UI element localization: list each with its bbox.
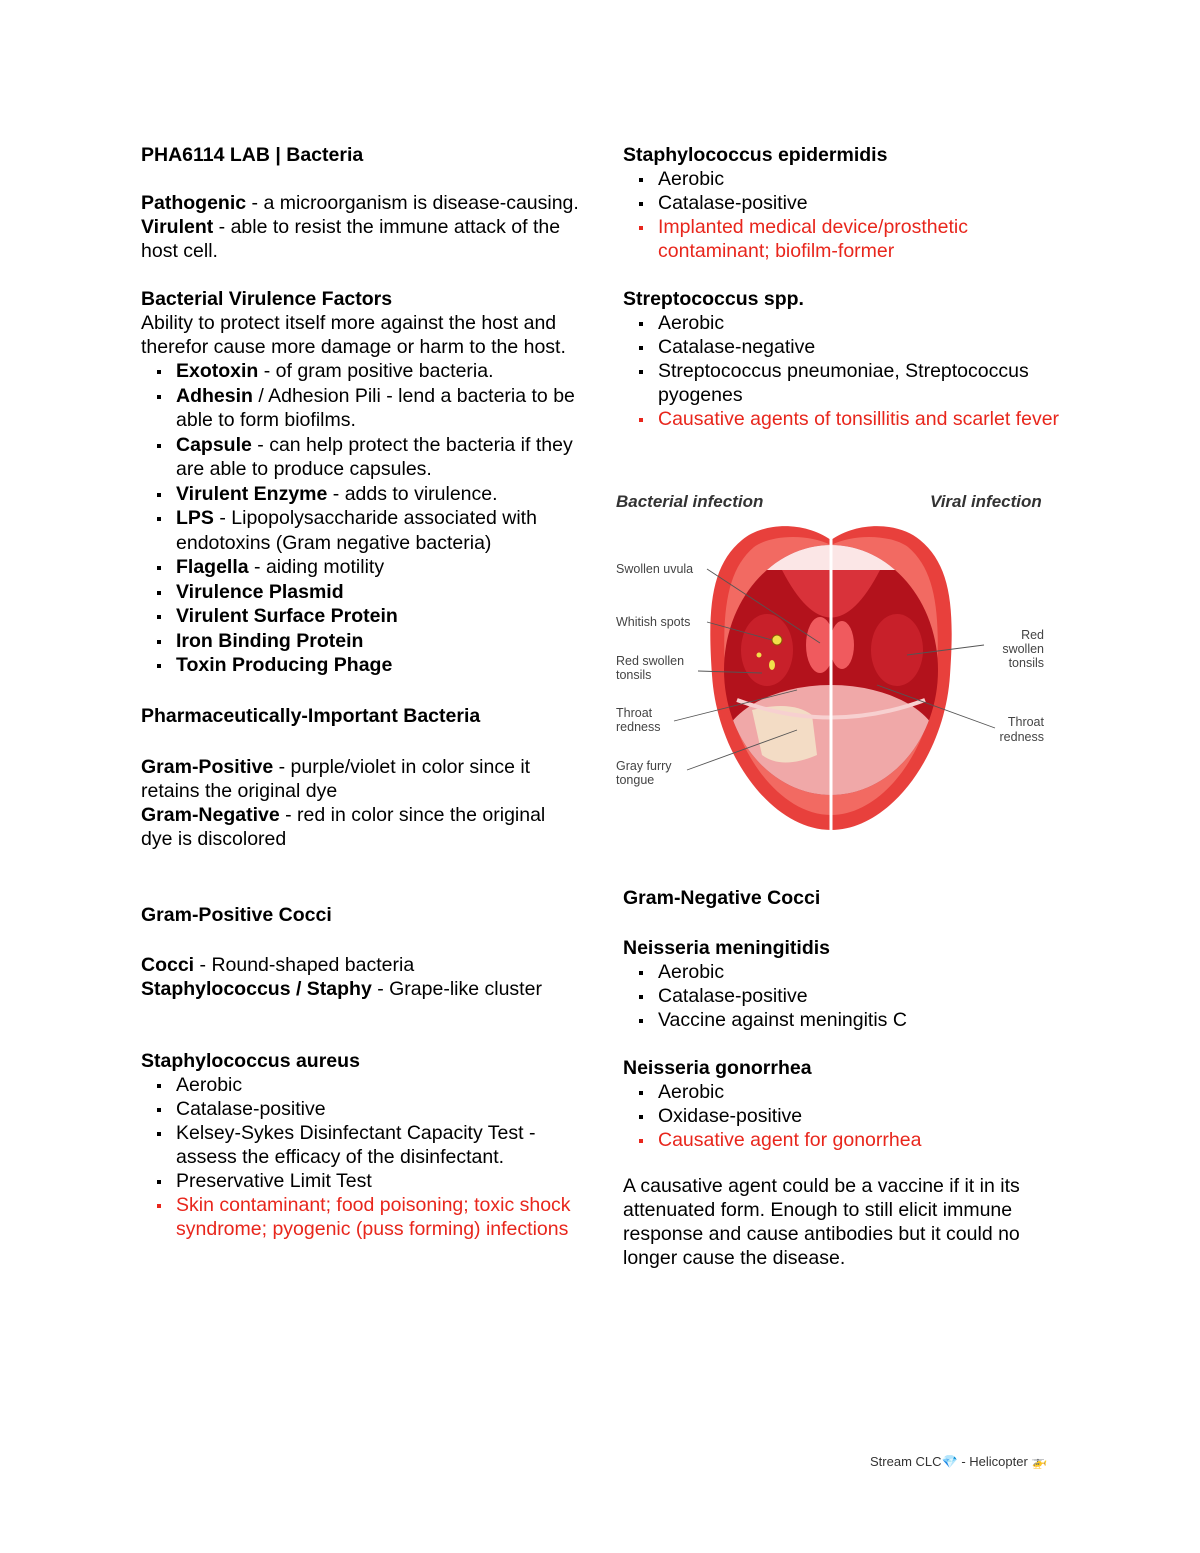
n-gonorrhea-list: [623, 1080, 1063, 1152]
throat-infection-figure: [612, 485, 1062, 840]
label-red-swollen-tonsils-1: Red swollen: [616, 654, 685, 668]
strep-list: [623, 311, 1063, 431]
footer-dash: - Helicopter: [957, 1454, 1032, 1469]
virulence-list: [141, 359, 581, 580]
virulence-intro: Ability to protect itself more against the host and therefor cause more damage or harm to the host.: [141, 312, 566, 358]
label-tonsils: tonsils: [1008, 656, 1044, 670]
label-gray-furry-1: Gray furry: [616, 759, 672, 773]
closing-paragraph: A causative agent could be a vaccine if it in its attenuated form. Enough to still elicit immune response and cause antibodies but it could no longer cause the disease.: [623, 1175, 1020, 1269]
virulence-heading: Bacterial Virulence Factors: [141, 288, 393, 310]
list-item: Vaccine against meningitis C: [623, 1008, 1063, 1032]
viral-infection-title: Viral infection: [930, 492, 1042, 511]
list-item: Aerobic: [623, 1080, 1063, 1104]
gram-negative-definition: Gram-Negative - red in color since the original dye is discolored: [141, 803, 546, 850]
n-gonorrhea-heading: Neisseria gonorrhea: [623, 1057, 812, 1079]
s-aureus-heading: Staphylococcus aureus: [141, 1049, 360, 1072]
right-labels: [1000, 628, 1045, 744]
list-item: Oxidase-positive: [623, 1104, 1063, 1128]
list-item-highlight: Causative agents of tonsillitis and scarlet fever: [623, 407, 1063, 431]
list-item: Kelsey-Sykes Disinfectant Capacity Test - assess the efficacy of the disinfectant.: [141, 1121, 581, 1169]
left-column: [141, 143, 581, 1241]
list-item: Streptococcus pneumoniae, Streptococcus pyogenes: [623, 359, 1063, 407]
bacterial-infection-title: Bacterial infection: [616, 492, 764, 511]
list-item: Aerobic: [141, 1073, 581, 1097]
cocci-definition: Cocci - Round-shaped bacteria: [141, 953, 415, 976]
label-red-swollen-tonsils-2: tonsils: [616, 668, 652, 682]
list-item: Iron Binding Protein: [141, 629, 581, 654]
list-item: Toxin Producing Phage: [141, 653, 581, 678]
list-item: Catalase-negative: [623, 335, 1063, 359]
list-item: Virulence Plasmid: [141, 580, 581, 605]
list-item-highlight: Causative agent for gonorrhea: [623, 1128, 1063, 1152]
list-item: Virulent Surface Protein: [141, 604, 581, 629]
virulence-bold-list: [141, 580, 581, 678]
label-swollen-uvula: Swollen uvula: [616, 562, 694, 576]
gem-icon: 💎: [941, 1454, 958, 1469]
left-labels: [616, 562, 693, 787]
s-epidermidis-list: [623, 167, 1063, 263]
staph-definition: Staphylococcus / Staphy - Grape-like cluster: [141, 977, 542, 1000]
list-item: Virulent Enzyme - adds to virulence.: [141, 482, 581, 507]
pharma-heading: Pharmaceutically-Important Bacteria: [141, 704, 481, 727]
list-item: Catalase-positive: [623, 984, 1063, 1008]
list-item: Exotoxin - of gram positive bacteria.: [141, 359, 581, 384]
label-red: Red: [1021, 628, 1044, 642]
list-item: Aerobic: [623, 960, 1063, 984]
label-throat-redness-1: Throat: [616, 706, 653, 720]
definition-pathogenic: Pathogenic - a microorganism is disease-causing.: [141, 192, 579, 214]
helicopter-icon: 🚁: [1031, 1454, 1048, 1469]
list-item: Adhesin / Adhesion Pili - lend a bacteria to be able to form biofilms.: [141, 384, 581, 433]
s-aureus-list: [141, 1073, 581, 1241]
list-item: Catalase-positive: [623, 191, 1063, 215]
definition-virulent: Virulent - able to resist the immune attack of the host cell.: [141, 216, 561, 262]
label-r-redness: redness: [999, 730, 1044, 744]
label-throat-redness-2: redness: [616, 720, 661, 734]
label-r-throat: Throat: [1007, 715, 1044, 729]
list-item: Capsule - can help protect the bacteria if they are able to produce capsules.: [141, 433, 581, 482]
list-item: Flagella - aiding motility: [141, 555, 581, 580]
n-meningitidis-heading: Neisseria meningitidis: [623, 937, 830, 959]
label-swollen: swollen: [1002, 642, 1044, 656]
label-gray-furry-2: tongue: [616, 773, 655, 787]
footer-watermark: [870, 1450, 1048, 1474]
list-item: Preservative Limit Test: [141, 1169, 581, 1193]
list-item: Aerobic: [623, 167, 1063, 191]
gn-cocci-heading: Gram-Negative Cocci: [623, 887, 821, 909]
list-item-highlight: Implanted medical device/prosthetic contaminant; biofilm-former: [623, 215, 1063, 263]
gp-cocci-heading: Gram-Positive Cocci: [141, 903, 332, 926]
list-item-highlight: Skin contaminant; food poisoning; toxic shock syndrome; pyogenic (puss forming) infections: [141, 1193, 581, 1241]
mouth-illustration: [612, 485, 1062, 840]
page-title: PHA6114 LAB | Bacteria: [141, 144, 364, 166]
footer-text: Stream CLC: [870, 1454, 942, 1469]
list-item: Catalase-positive: [141, 1097, 581, 1121]
label-whitish-spots: Whitish spots: [616, 615, 691, 629]
s-epidermidis-heading: Staphylococcus epidermidis: [623, 144, 888, 166]
strep-heading: Streptococcus spp.: [623, 288, 804, 310]
n-meningitidis-list: [623, 960, 1063, 1032]
list-item: Aerobic: [623, 311, 1063, 335]
list-item: LPS - Lipopolysaccharide associated with endotoxins (Gram negative bacteria): [141, 506, 581, 555]
gram-positive-definition: Gram-Positive - purple/violet in color since it retains the original dye: [141, 755, 531, 802]
